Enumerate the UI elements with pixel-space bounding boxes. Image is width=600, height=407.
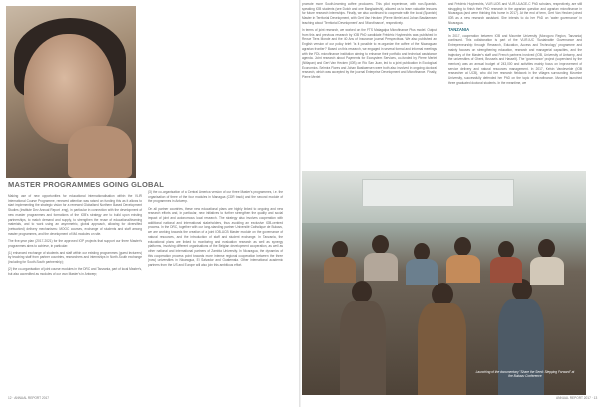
photo-shirt [418, 303, 466, 395]
photo-person [538, 239, 555, 258]
photo-person [372, 235, 389, 254]
photo-banner [362, 179, 514, 207]
paragraph: In terms of joint research, we worked on the FTS Matagalpa Microfinance Plus model. Output from this and previous research by IOB PhD candidate Frédéric Huybrechts was published in Revue Tiers Monde and the 40 Ans of Insurance journal Perspectivas. We also published an English version of our policy brief: 'Is it possible to re-organize the coffee of the Nicaraguan agrarian frontier?' Based on this research, we engaged in several formal and informal meetings with the FDL microfinance institution aiming to enhance their portfolio and technical assistance agenda. Joint research about Payments for Ecosystem Services, co-funded by Pierre Merlet (Nitlapan) and Gert Van Hecken (IOB) on Río San Juan, led to a joint publication in Ecological Economics. Selmira Flores and Johan Bastiaensen were both also involved in ongoing doctoral research, which was accepted by the journal Enterprise Development and Microfinance. Finally, Pierre Merlet [302, 28, 437, 80]
photo-shirt [530, 257, 564, 285]
paragraph: On all partner countries, these new educational plans are highly linked to ongoing and new research efforts and, in particular, new initiatives to further strengthen the quality and social impact of joint and autonomous local research. The strategy also involves cooperation with additional national and international stakeholders, thus avoiding an exclusive IOB-centred process. In the DRC, together with our long-standing partner Université Catholique de Bukavu, we are working towards the creation of a joint IOB-UCB Master module on the governance of natural resources, and the introduction of staff and student exchange. In Tanzania, the educational plans are linked to monitoring and evaluation research as well as synergy platforms, involving different organisations of the Belgian development cooperation, as well as other national and international partners of Zambia University. In Nicaragua, the dynamics of this cooperation process point towards more intense regional cooperation between the three (now) universities in Nicaragua, El Salvador and Guatemala. Other international academic partners from the US and Europe will also join this ambitious effort. [148, 206, 283, 268]
page-footer-left: 12 · ANNUAL REPORT 2017 [8, 396, 50, 400]
paragraph: (1) enhanced exchange of students and staff within our existing programmes (guest lecturers) by teaching staff from partner countries, researchers and internships in North-South exchange (including for South-South partnership); [8, 250, 142, 265]
photo-hand [68, 126, 132, 178]
paragraph: Making use of new opportunities for educational internationalisation within the VLIR International Course Programme, renewed attention was raised on funding this as it allows to start implementing the strategic vision for a renewed Globalised Northern Based Development Studies (Institute Dev Annual Report .eng), in particular in connection with the development of new master programmes and formations of the IOB's strategy are to build upon existing partnerships, to match demand and supply, to strengthen the reuse of educational/learning materials, and to work using an asymmetric, global approach, allowing for diversified (networked) delivery mechanisms: MOOC courses, exchange of students and staff among master programmes, and the development of MA modules on site. [8, 194, 142, 236]
page-gutter [299, 0, 301, 407]
paragraph: (3) the co-organisation of a Central America version of our three Master's programmes, i.e. the organisation of three of the four modules in Managua (CDR track) and the second module of the programmes in Antwerp. [148, 190, 283, 204]
photo-shirt [324, 257, 356, 283]
paragraph: In 2017, cooperation between IOB and Mzumbe University (Morogoro Region, Tanzania) continued. This collaboration is part of the VLIR-IUC 'Sustainable Governance and Entrepreneurship through Research, Education, Access and Technology' programme and mainly focuses on strengthening education, research and managerial capacities, and the trajectory of the Master's staff and French partners involved (IOB, University of Antwerp, and the universities of Ghent, Brussels and Hasselt). The 'governance' project (supervised by the mentors) was an annual budget of 243,000 and activities mainly focus on improvement of service delivery and natural resources management. In 2017, Kelvin Vandevelde (IOB researcher at UCB), who did her research fieldwork in the villages surrounding Mzumbe University, successfully defended her PhD on the topic of microfinance. Mzumbe launched three graduated doctoral students. In the meantime, we [448, 33, 582, 85]
paragraph: The five-year plan (2017-2021) for the approved IOP projects that support our three Master's programmes aims to achieve, in particular: [8, 238, 142, 248]
photo-shirt [498, 299, 544, 395]
photo-shirt [340, 301, 386, 395]
photo-shirt [406, 259, 438, 285]
right-column-2 [448, 2, 582, 88]
section-heading: MASTER PROGRAMMES GOING GLOBAL [8, 180, 164, 189]
photo-person [454, 237, 471, 256]
photo-shirt [364, 253, 398, 281]
paragraph: promote more South-learning coffee producers. This pilot experience, with non-Spanish-speaking IOB students (see Dutch and one Bangladeshi), allowed us to learn valuable lessons for future research internships. Finally, we also continued to cooperate with the local (Spanish) Master in Territorial Development, with Gert Van Hecken (Pierre Merlet and Johan Bastiaensen teaching about 'Territorial Development' and 'Microfinance', respectively. [302, 2, 437, 25]
photo-person [352, 281, 372, 303]
right-column-1 [302, 2, 437, 82]
photo-shirt [446, 255, 480, 283]
portrait-photo [6, 6, 136, 178]
paragraph: (2) the co-organisation of joint course modules in the DRC and Tanzania, part of local Master's, but also accredited as modules of our own Master's in Antwerp; [8, 267, 142, 277]
photo-caption: Launching of the documentary "Share the Seed: Stepping Forward" at the Bukavu Conference [475, 370, 575, 379]
left-column-1 [8, 194, 142, 279]
paragraph: and Frédéric Huybrechts, VLIR-UOS and VLIR-ULAGE-C PhD scholars, respectively, are still struggling to finish their PhD research in the agrarian question and agrarian microfinance in Nicaragua (and were thinking this home in 2017). At the end of term, Gert Van Hecken joined IOB as a new research assistant. She intends to do her PhD on 'water governance' in Nicaragua. [448, 2, 582, 25]
left-column-2 [148, 190, 283, 270]
conference-photo [302, 171, 586, 395]
subheading-tanzania: TANZANIA [448, 27, 470, 33]
page-footer-right: ANNUAL REPORT 2017 · 13 [556, 396, 598, 400]
photo-shirt [490, 257, 522, 283]
